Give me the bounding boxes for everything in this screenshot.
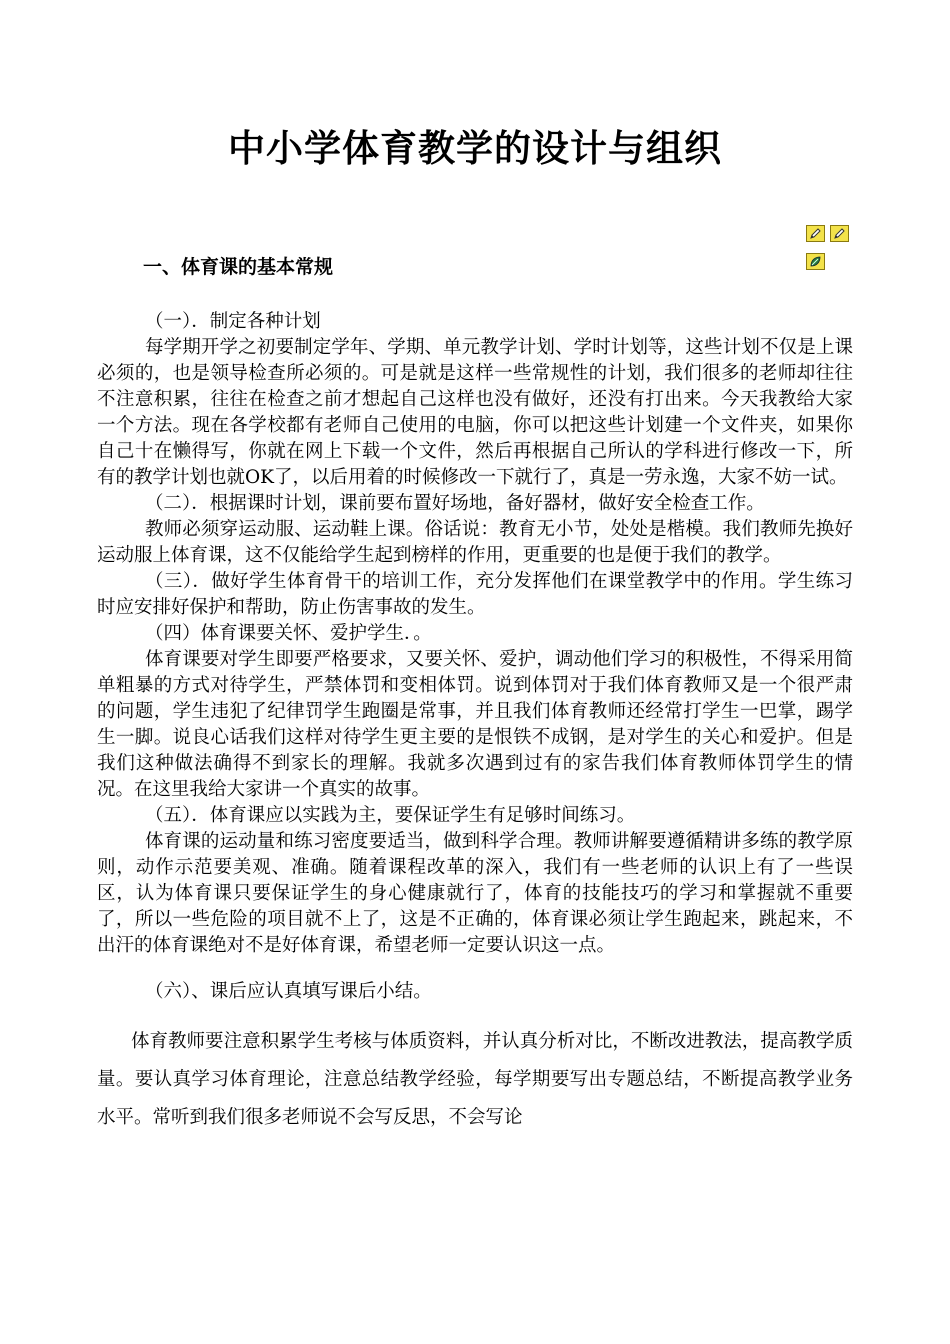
paragraph: （三）．做好学生体育骨干的培训工作，充分发挥他们在课堂教学中的作用。学生练习时应安排好保护和帮助，防止伤害事故的发生。: [97, 571, 853, 618]
paragraph: （五）．体育课应以实践为主，要保证学生有足够时间练习。: [145, 805, 636, 826]
document-title: 中小学体育教学的设计与组织: [228, 127, 722, 170]
paragraph: （六）、课后应认真填写课后小结。: [145, 981, 432, 1002]
paragraph: （一）．制定各种计划: [145, 311, 321, 332]
pencil-edit-icon[interactable]: [806, 225, 825, 242]
paragraph: 体育课的运动量和练习密度要适当，做到科学合理。教师讲解要遵循精讲多练的教学原则，动作示范要美观、准确。随着课程改革的深入，我们有一些老师的认识上有了一些误区，认为体育课只要保证学生的身心健康就行了，体育的技能技巧的学习和掌握就不重要了，所以一些危险的项目就不上了，这是不正确的，体育课必须让学生跑起来，跳起来，不出汗的体育课绝对不是好体育课，希望老师一定要认识这一点。: [97, 831, 853, 956]
leaf-comment-icon[interactable]: [806, 253, 825, 270]
paragraph: 教师必须穿运动服、运动鞋上课。俗话说：教育无小节，处处是楷模。我们教师先换好运动服上体育课，这不仅能给学生起到榜样的作用，更重要的也是便于我们的教学。: [97, 519, 853, 566]
section-heading: 一、体育课的基本常规: [143, 256, 334, 278]
paragraph: （二）．根据课时计划，课前要布置好场地，备好器材，做好安全检查工作。: [145, 493, 765, 514]
pencil-edit-icon[interactable]: [830, 225, 849, 242]
paragraph: 体育课要对学生即要严格要求，又要关怀、爱护，调动他们学习的积极性，不得采用简单粗暴的方式对待学生，严禁体罚和变相体罚。说到体罚对于我们体育教师又是一个很严肃的问题，学生违犯了纪律罚学生跑圈是常事，并且我们体育教师还经常打学生一巴掌，踢学生一脚。说良心话我们这样对待学生更主要的是恨铁不成钢，是对学生的关心和爱护。但是我们这种做法确得不到家长的理解。我就多次遇到过有的家告我们体育教师体罚学生的情况。在这里我给大家讲一个真实的故事。: [97, 649, 853, 800]
paragraph: 每学期开学之初要制定学年、学期、单元教学计划、学时计划等，这些计划不仅是上课必须的，也是领导检查所必须的。可是就是这样一些常规性的计划，我们很多的老师却往往不注意积累，往往在检查之前才想起自己这样也没有做好，还没有打出来。今天我教给大家一个方法。现在各学校都有老师自己使用的电脑，你可以把这些计划建一个文件夹，如果你自己十在懒得写，你就在网上下载一个文件，然后再根据自己所认的学科进行修改一下，所有的教学计划也就OK了，以后用着的时候修改一下就行了，真是一劳永逸，大家不妨一试。: [97, 337, 853, 488]
paragraph: 体育教师要注意积累学生考核与体质资料，并认真分析对比，不断改进教法，提高教学质量。要认真学习体育理论，注意总结教学经验，每学期要写出专题总结，不断提高教学业务水平。常听到我们很多老师说不会写反思，不会写论: [97, 1031, 853, 1128]
paragraph: （四）体育课要关怀、爱护学生．。: [145, 623, 432, 644]
document-body: [97, 309, 853, 1137]
